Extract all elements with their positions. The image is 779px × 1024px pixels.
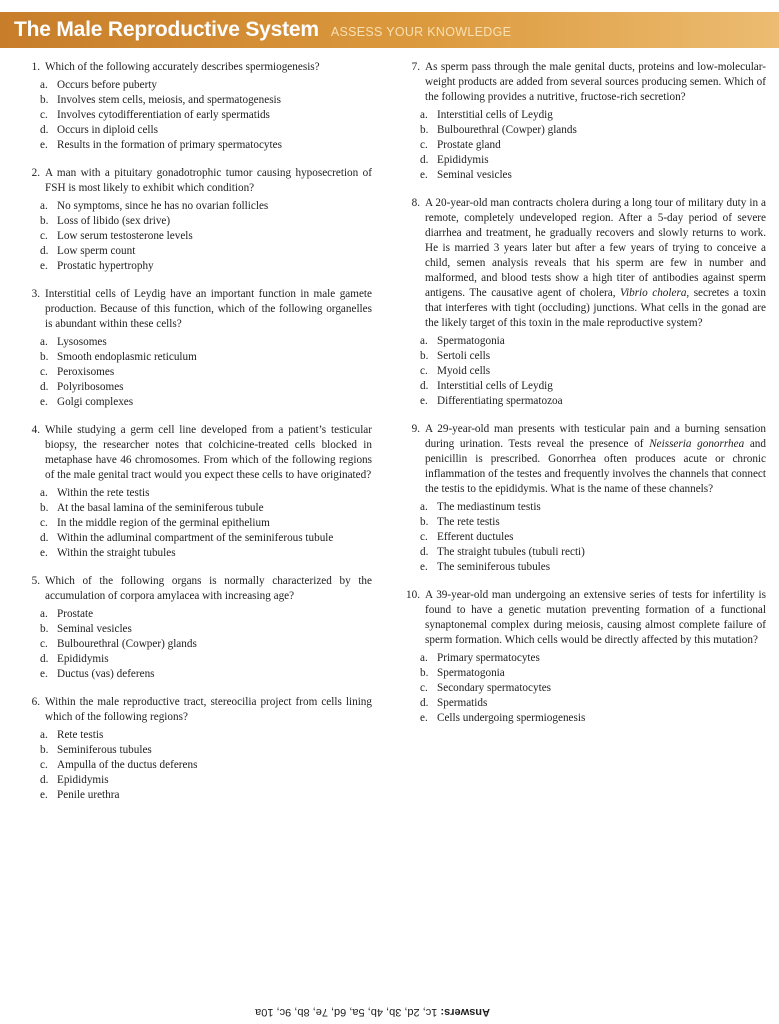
option-text: Myoid cells: [437, 365, 491, 377]
option-letter: d.: [420, 546, 429, 558]
question-text: A man with a pituitary gonadotrophic tumor causing hyposecretion of FSH is most likely to exhibit which condition?: [45, 167, 372, 194]
option-letter: c.: [420, 365, 428, 377]
option-text: Occurs before puberty: [57, 79, 158, 91]
answer-option: [20, 335, 372, 350]
question-block: [20, 287, 372, 410]
answer-option: [20, 199, 372, 214]
question-block: [400, 422, 766, 575]
option-text: The straight tubules (tubuli recti): [437, 546, 585, 558]
answer-option: [400, 666, 766, 681]
answer-option: [400, 168, 766, 183]
question-stem: [20, 574, 372, 604]
answer-options: [20, 335, 372, 410]
option-text: At the basal lamina of the seminiferous tubule: [57, 502, 264, 514]
option-letter: e.: [40, 139, 48, 151]
option-letter: c.: [40, 759, 48, 771]
answer-option: [20, 78, 372, 93]
answer-option: [400, 379, 766, 394]
option-letter: c.: [420, 531, 428, 543]
answer-option: [20, 788, 372, 803]
option-letter: a.: [40, 487, 48, 499]
option-text: The seminiferous tubules: [437, 561, 551, 573]
option-letter: b.: [420, 124, 429, 136]
option-letter: c.: [420, 682, 428, 694]
option-text: Occurs in diploid cells: [57, 124, 158, 136]
answer-options: [20, 728, 372, 803]
option-letter: b.: [40, 744, 49, 756]
answer-options: [400, 334, 766, 409]
answer-option: [20, 138, 372, 153]
question-number: 1.: [31, 61, 40, 73]
question-text: Which of the following accurately describes spermiogenesis?: [45, 61, 320, 73]
answer-option: [20, 531, 372, 546]
option-letter: c.: [420, 139, 428, 151]
question-stem: [400, 196, 766, 331]
option-text: Involves cytodifferentiation of early spermatids: [57, 109, 270, 121]
answer-option: [400, 500, 766, 515]
answer-option: [400, 696, 766, 711]
answer-options: [20, 199, 372, 274]
option-text: Within the straight tubules: [57, 547, 176, 559]
option-letter: a.: [40, 200, 48, 212]
option-text: In the middle region of the germinal epithelium: [57, 517, 270, 529]
answer-option: [400, 153, 766, 168]
question-block: [20, 166, 372, 274]
option-letter: b.: [40, 623, 49, 635]
question-stem: [20, 423, 372, 483]
option-letter: b.: [40, 351, 49, 363]
question-stem: [400, 60, 766, 105]
option-letter: e.: [420, 169, 428, 181]
option-text: Prostatic hypertrophy: [57, 260, 154, 272]
answer-option: [20, 123, 372, 138]
question-text: Interstitial cells of Leydig have an important function in male gamete production. Because of this function, which of the following organelles is abundant within these cells?: [45, 288, 372, 330]
question-number: 9.: [411, 423, 420, 435]
option-text: Interstitial cells of Leydig: [437, 380, 553, 392]
option-text: Prostate gland: [437, 139, 501, 151]
option-text: Rete testis: [57, 729, 104, 741]
questions-right-column: [400, 60, 766, 739]
answer-option: [20, 546, 372, 561]
answer-option: [20, 773, 372, 788]
option-letter: a.: [40, 79, 48, 91]
option-text: Within the rete testis: [57, 487, 150, 499]
question-text: A 20-year-old man contracts cholera during a long tour of military duty in a remote, completely undeveloped region. After a 5-day period of severe diarrhea and treatment, he gradually recovers and slowly returns to work. He is married 3 years later but after a few years of trying to conceive a child, semen analysis reveals that his sperm are few in number and malformed, and blood tests show a high titer of antibodies against sperm antigens. The causative agent of cholera, Vibrio cholera, secretes a toxin that interferes with tight (occluding) junctions. What cells in the gonad are the likely target of this toxin in the male reproductive system?: [425, 197, 767, 329]
answer-key-label: Answers:: [440, 1006, 490, 1018]
option-text: Low sperm count: [57, 245, 136, 257]
option-text: The mediastinum testis: [437, 501, 541, 513]
option-letter: d.: [40, 653, 49, 665]
option-letter: e.: [40, 260, 48, 272]
option-letter: e.: [40, 396, 48, 408]
answer-option: [20, 93, 372, 108]
question-text: Within the male reproductive tract, stereocilia project from cells lining which of the following regions?: [45, 696, 372, 723]
question-text: While studying a germ cell line developed from a patient’s testicular biopsy, the researcher notes that colchicine-treated cells blocked in metaphase have 46 chromosomes. From which of the following regions of the male genital tract would you expect these cells to have originated?: [45, 424, 372, 481]
answer-option: [400, 560, 766, 575]
answer-option: [400, 545, 766, 560]
option-letter: b.: [40, 215, 49, 227]
option-letter: b.: [420, 516, 429, 528]
answer-option: [20, 395, 372, 410]
answer-option: [400, 530, 766, 545]
question-number: 8.: [411, 197, 420, 209]
answer-option: [400, 711, 766, 726]
option-text: Spermatids: [437, 697, 488, 709]
option-letter: c.: [40, 366, 48, 378]
option-letter: a.: [40, 729, 48, 741]
answer-options: [20, 486, 372, 561]
option-letter: e.: [420, 395, 428, 407]
option-text: Golgi complexes: [57, 396, 134, 408]
option-letter: b.: [420, 350, 429, 362]
option-letter: c.: [40, 230, 48, 242]
question-block: [400, 196, 766, 409]
option-letter: a.: [40, 336, 48, 348]
answer-option: [400, 515, 766, 530]
question-block: [20, 423, 372, 561]
question-block: [400, 588, 766, 726]
option-letter: a.: [420, 501, 428, 513]
option-letter: e.: [420, 712, 428, 724]
answer-option: [20, 350, 372, 365]
option-text: Seminal vesicles: [437, 169, 512, 181]
answer-option: [20, 380, 372, 395]
option-text: Epididymis: [57, 774, 109, 786]
option-text: Ampulla of the ductus deferens: [57, 759, 198, 771]
option-text: Spermatogonia: [437, 667, 505, 679]
option-letter: d.: [40, 381, 49, 393]
option-letter: d.: [420, 697, 429, 709]
question-number: 4.: [31, 424, 40, 436]
answer-key-values: 1c, 2d, 3b, 4b, 5a, 6d, 7e, 8b, 9c, 10a: [255, 1006, 438, 1018]
option-text: Loss of libido (sex drive): [57, 215, 171, 227]
option-letter: d.: [40, 124, 49, 136]
option-text: Ductus (vas) deferens: [57, 668, 155, 680]
answer-option: [20, 667, 372, 682]
option-text: Polyribosomes: [57, 381, 124, 393]
answer-option: [400, 138, 766, 153]
option-text: Sertoli cells: [437, 350, 491, 362]
answer-option: [400, 394, 766, 409]
question-number: 5.: [31, 575, 40, 587]
option-text: Cells undergoing spermiogenesis: [437, 712, 586, 724]
answer-option: [20, 758, 372, 773]
option-text: Lysosomes: [57, 336, 107, 348]
option-text: Epididymis: [57, 653, 109, 665]
option-letter: e.: [40, 668, 48, 680]
option-text: Efferent ductules: [437, 531, 514, 543]
option-letter: e.: [420, 561, 428, 573]
option-letter: d.: [420, 380, 429, 392]
option-text: Differentiating spermatozoa: [437, 395, 563, 407]
option-letter: a.: [420, 652, 428, 664]
option-text: Bulbourethral (Cowper) glands: [57, 638, 197, 650]
question-block: [20, 60, 372, 153]
answer-option: [20, 743, 372, 758]
answer-options: [20, 607, 372, 682]
answer-option: [20, 652, 372, 667]
answer-option: [20, 108, 372, 123]
answer-option: [400, 349, 766, 364]
question-number: 6.: [31, 696, 40, 708]
answer-key: [255, 1006, 490, 1018]
question-number: 3.: [31, 288, 40, 300]
answer-option: [20, 244, 372, 259]
answer-option: [400, 334, 766, 349]
option-letter: e.: [40, 547, 48, 559]
option-text: Epididymis: [437, 154, 489, 166]
question-block: [20, 574, 372, 682]
question-stem: [20, 695, 372, 725]
option-text: The rete testis: [437, 516, 500, 528]
option-letter: d.: [40, 532, 49, 544]
option-text: Within the adluminal compartment of the seminiferous tubule: [57, 532, 334, 544]
option-letter: d.: [420, 154, 429, 166]
question-stem: [20, 287, 372, 332]
option-text: Involves stem cells, meiosis, and spermatogenesis: [57, 94, 282, 106]
option-text: No symptoms, since he has no ovarian follicles: [57, 200, 269, 212]
answer-option: [400, 108, 766, 123]
option-letter: d.: [40, 245, 49, 257]
question-text: Which of the following organs is normally characterized by the accumulation of corpora amylacea with increasing age?: [45, 575, 372, 602]
option-letter: a.: [420, 109, 428, 121]
option-letter: c.: [40, 638, 48, 650]
question-text: A 29-year-old man presents with testicular pain and a burning sensation during urination. Tests reveal the presence of Neisseria gonorrhea and penicillin is prescribed. Gonorrhea often produces acute or chronic inflammation of the testes and frequently involves the channels that connect the testis to the epididymis. What is the name of these channels?: [425, 423, 766, 495]
answer-option: [20, 365, 372, 380]
answer-option: [20, 516, 372, 531]
option-text: Secondary spermatocytes: [437, 682, 552, 694]
answer-option: [20, 229, 372, 244]
answer-option: [400, 651, 766, 666]
option-text: Spermatogonia: [437, 335, 505, 347]
answer-option: [20, 622, 372, 637]
answer-options: [400, 108, 766, 183]
option-letter: e.: [40, 789, 48, 801]
answer-option: [20, 637, 372, 652]
option-letter: b.: [40, 94, 49, 106]
option-text: Prostate: [57, 608, 94, 620]
option-letter: b.: [420, 667, 429, 679]
question-number: 10.: [406, 589, 420, 601]
option-text: Smooth endoplasmic reticulum: [57, 351, 197, 363]
option-letter: b.: [40, 502, 49, 514]
question-text: A 39-year-old man undergoing an extensive series of tests for infertility is found to have a genetic mutation preventing formation of a functional synaptonemal complex during meiosis, causing almost complete failure of sperm formation. Which cells would be directly affected by this mutation?: [425, 589, 766, 646]
chapter-title: The Male Reproductive System: [14, 18, 319, 41]
option-letter: a.: [420, 335, 428, 347]
answer-options: [400, 500, 766, 575]
question-text: As sperm pass through the male genital ducts, proteins and low-molecular-weight products are added from several sources producing semen. Which of the following provides a nutritive, fructose-rich secretion?: [425, 61, 766, 103]
answer-option: [20, 728, 372, 743]
answer-option: [20, 607, 372, 622]
answer-options: [20, 78, 372, 153]
question-number: 2.: [31, 167, 40, 179]
answer-option: [20, 501, 372, 516]
answer-option: [400, 364, 766, 379]
question-stem: [400, 422, 766, 497]
option-text: Primary spermatocytes: [437, 652, 540, 664]
option-text: Interstitial cells of Leydig: [437, 109, 553, 121]
chapter-header-banner: [0, 12, 779, 48]
answer-options: [400, 651, 766, 726]
option-letter: a.: [40, 608, 48, 620]
section-subtitle: ASSESS YOUR KNOWLEDGE: [330, 24, 512, 39]
questions-left-column: [20, 60, 372, 816]
option-text: Penile urethra: [57, 789, 120, 801]
option-text: Seminal vesicles: [57, 623, 132, 635]
option-text: Bulbourethral (Cowper) glands: [437, 124, 577, 136]
question-stem: [20, 166, 372, 196]
question-stem: [20, 60, 372, 75]
answer-option: [20, 214, 372, 229]
question-stem: [400, 588, 766, 648]
answer-option: [400, 681, 766, 696]
option-letter: c.: [40, 517, 48, 529]
option-text: Peroxisomes: [57, 366, 115, 378]
option-text: Seminiferous tubules: [57, 744, 152, 756]
option-letter: c.: [40, 109, 48, 121]
option-text: Low serum testosterone levels: [57, 230, 193, 242]
answer-option: [20, 486, 372, 501]
option-text: Results in the formation of primary spermatocytes: [57, 139, 282, 151]
answer-option: [400, 123, 766, 138]
question-block: [20, 695, 372, 803]
question-number: 7.: [411, 61, 420, 73]
option-letter: d.: [40, 774, 49, 786]
answer-option: [20, 259, 372, 274]
question-block: [400, 60, 766, 183]
